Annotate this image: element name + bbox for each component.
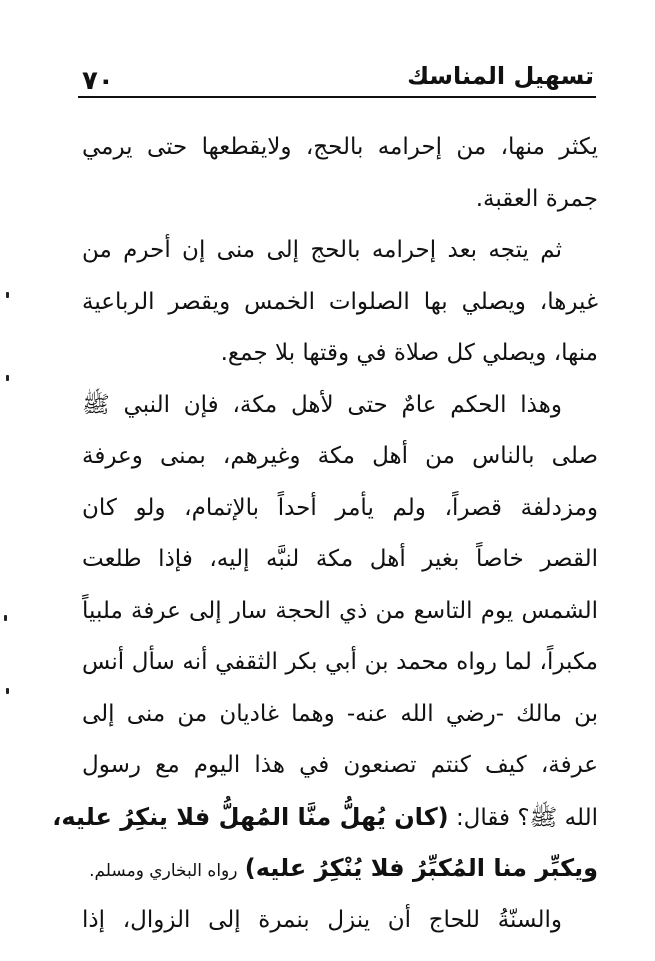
text-line: وهذا الحكم عامٌ حتى لأهل مكة، فإن النبي ﷺ [82,391,562,418]
text-line: صلى بالناس من أهل مكة وغيرهم، بمنى وعرفة [82,443,598,469]
hadith-quote: (كان يُهلُّ منَّا المُهلُّ فلا ينكِرُ عليه، [52,802,449,831]
hadith-quote: ويكبِّر منا المُكبِّرُ فلا يُنْكِرُ عليه) [244,854,598,882]
text-line: عرفة، كيف كنتم تصنعون في هذا اليوم مع رسول [82,752,598,778]
text-line: يكثر منها، من إحرامه بالحج، ولايقطعها حتى يرمي [82,134,598,160]
text-line: جمرة العقبة. [475,185,598,212]
text-line: مكبراً، لما رواه محمد بن أبي بكر الثقفي أنه سأل أنس [82,649,598,675]
text-line: ومزدلفة قصراً، ولم يأمر أحداً بالإتمام، ولو كان [82,494,598,521]
text-line: بن مالك -رضي الله عنه- وهما غاديان من منى إلى [82,700,598,727]
text-line: القصر خاصاً بغير أهل مكة لنبَّه إليه، فإذا طلعت [82,546,598,572]
text-line: ثم يتجه بعد إحرامه بالحج إلى منى إن أحرم من [82,237,562,263]
margin-mark [4,615,7,621]
body-text [52,122,598,946]
text-line: الشمس يوم التاسع من ذي الحجة سار إلى عرفة ملبياً [82,597,598,624]
hadith-reference: رواه البخاري ومسلم. [89,861,238,881]
page-number: ٧٠ [82,66,114,96]
page-header [78,58,596,98]
text-line: منها، ويصلي كل صلاة في وقتها بلا جمع. [220,340,598,366]
text-segment: الله ﷺ؟ فقال: [455,804,598,831]
text-line [82,843,598,895]
margin-mark [6,375,9,381]
margin-mark [6,688,9,694]
text-line [52,792,598,844]
text-line: والسنّةُ للحاج أن ينزل بنمرة إلى الزوال، إذا [82,906,562,933]
text-line: غيرها، ويصلي بها الصلوات الخمس ويقصر الرباعية [82,288,598,315]
margin-mark [6,292,9,298]
running-title: تسهيل المناسك [407,62,594,90]
